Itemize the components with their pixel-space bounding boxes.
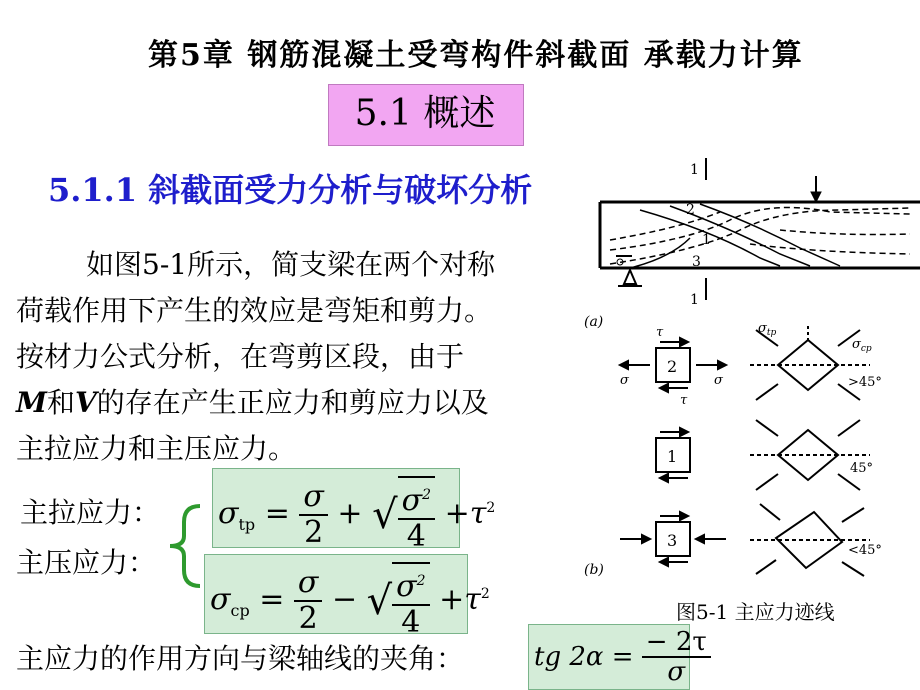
chapter-title: 第5章 钢筋混凝土受弯构件斜截面 承载力计算: [148, 38, 804, 73]
sqrt-sign: √: [366, 578, 393, 624]
fraction: [294, 566, 322, 636]
fraction: [299, 480, 327, 550]
square-exponent: 2: [486, 500, 496, 516]
trajectory-label-3: 3: [692, 254, 701, 270]
tangent-expression: tg 2α: [534, 642, 604, 672]
sigma-symbol: σ: [852, 337, 861, 352]
paragraph-line-1: 如图5-1所示，简支梁在两个对称: [86, 248, 496, 281]
trajectory-label-2: 2: [686, 202, 695, 218]
element-label-1: 1: [667, 447, 678, 466]
cp-subscript: cp: [860, 344, 872, 354]
moment-symbol: M: [16, 386, 47, 419]
fraction-denominator: 2: [304, 515, 324, 550]
plus-sign: +: [439, 582, 465, 617]
compression-label: 主压应力：: [16, 546, 157, 579]
fraction-denominator: 4: [401, 605, 421, 640]
paragraph-line-2: 荷载作用下产生的效应是弯矩和剪力。: [16, 294, 493, 327]
sigma-right: σ: [714, 373, 723, 388]
fraction-numerator: − 2τ: [642, 628, 711, 658]
paragraph-line-4: [16, 380, 489, 426]
section-mark-1-bottom: 1: [690, 292, 699, 308]
sigma-left: σ: [620, 373, 629, 388]
subsection-title: 5.1.1 斜截面受力分析与破坏分析: [48, 171, 533, 209]
square-exponent: 2: [416, 573, 426, 589]
tau-bottom: τ: [680, 393, 688, 408]
element-label-3: 3: [667, 531, 678, 550]
principal-stress-figure: [580, 150, 920, 590]
sigma-symbol: σ: [210, 582, 231, 617]
shear-symbol: V: [75, 386, 97, 419]
square-exponent: 2: [480, 586, 490, 602]
tau-symbol: τ: [469, 496, 487, 531]
paragraph-line-4-rest: 的存在产生正应力和剪应力以及: [96, 386, 489, 419]
paragraph-line-5: 主拉应力和主压应力。: [16, 432, 297, 465]
angle-label: 主应力的作用方向与梁轴线的夹角：: [16, 642, 465, 675]
fraction-numerator: σ: [294, 566, 322, 602]
cp-subscript: cp: [230, 601, 250, 620]
paragraph-line-3: 按材力公式分析，在弯剪区段，由于: [16, 340, 465, 373]
tp-subscript: tp: [238, 515, 256, 534]
fraction-numerator: σ: [299, 480, 327, 516]
fraction: [392, 562, 429, 640]
beam-diagram: [600, 158, 920, 300]
tau-top: τ: [656, 325, 664, 340]
fraction-numerator: [398, 478, 435, 520]
plus-sign: +: [444, 496, 470, 531]
element-label-2: 2: [667, 357, 678, 376]
sigma-symbol: σ: [401, 483, 423, 518]
curly-brace: [160, 500, 210, 590]
angle-formula: [534, 628, 711, 686]
fraction-denominator: 4: [406, 519, 426, 554]
tension-label: 主拉应力：: [20, 496, 161, 529]
angle-label-2: 45°: [850, 461, 874, 476]
tp-subscript: tp: [766, 328, 777, 338]
equals-sign: =: [259, 582, 285, 617]
fraction-numerator: [392, 564, 429, 606]
angle-label-3: <45°: [848, 543, 882, 558]
fraction-denominator: 2: [298, 601, 318, 636]
figure-caption: 图5-1 主应力迹线: [676, 600, 835, 624]
angle-label-1: >45°: [848, 375, 882, 390]
sigma-symbol: σ: [758, 321, 767, 336]
sigma-symbol: σ: [218, 496, 239, 531]
sigma-cp-label: [852, 337, 872, 354]
minus-sign: −: [331, 582, 358, 617]
fraction: [398, 476, 435, 554]
part-b-label: (b): [584, 562, 604, 578]
trajectory-label-1: 1: [702, 232, 711, 248]
part-a-label: (a): [584, 314, 604, 330]
compression-formula: [210, 562, 490, 640]
equals-sign: =: [264, 496, 290, 531]
sqrt-sign: √: [372, 492, 398, 538]
sigma-tp-label: [758, 321, 776, 338]
fraction: [642, 628, 711, 686]
fraction-denominator: σ: [667, 657, 686, 687]
equals-sign: =: [611, 642, 634, 672]
section-title: 5.1 概述: [354, 93, 496, 134]
and-text: 和: [47, 386, 76, 419]
section-mark-1-top: 1: [690, 162, 699, 178]
sigma-symbol: σ: [396, 569, 417, 604]
element-squares: [620, 326, 870, 576]
plus-sign: +: [337, 496, 363, 531]
square-exponent: 2: [422, 487, 432, 503]
tau-symbol: τ: [464, 582, 481, 617]
tension-formula: [218, 476, 495, 554]
